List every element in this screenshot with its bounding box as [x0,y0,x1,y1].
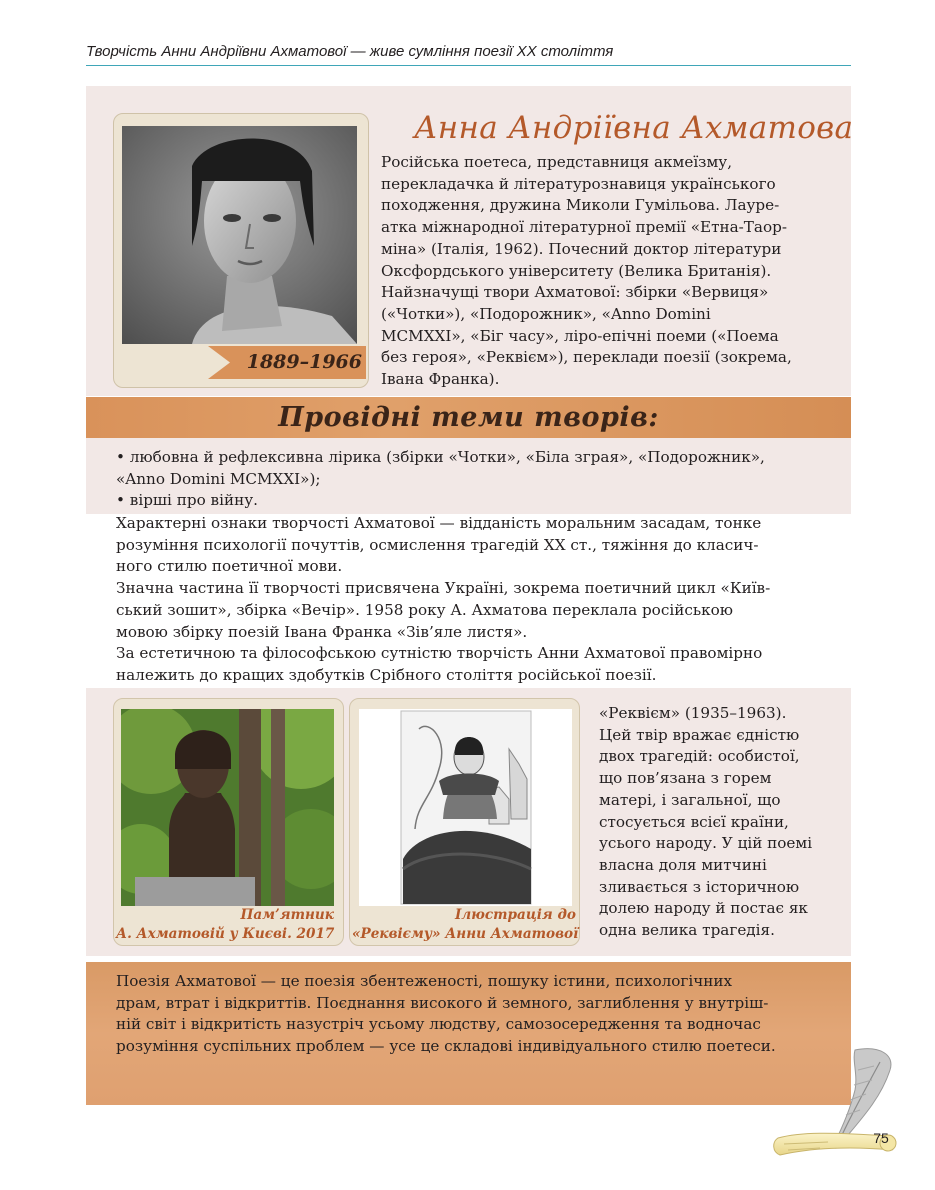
requiem-line: матері, і загальної, що [599,790,781,809]
summary-line: драм, втрат і відкриттів. Поєднання високого й земного, заглиблення у внутріш- [116,993,769,1012]
bio-line: Російська поетеса, представниця акмеїзму, [381,153,733,171]
main-line: Значна частина її творчості присвячена Україні, зокрема поетичний цикл «Київ- [116,579,771,598]
requiem-line: «Реквієм» (1935–1963). [599,704,787,722]
illustration-caption-line: Ілюстрація до [454,907,576,923]
summary-paragraph [116,971,836,1058]
requiem-line: зливається з історичною [599,877,800,896]
main-line: розуміння психології почуттів, осмислення трагедій ХХ ст., тяжіння до класич- [116,535,759,554]
theme-item: • любовна й рефлексивна лірика (збірки «Чотки», «Біла зграя», «Подорожник», [116,448,765,466]
requiem-line: Цей твір вражає єдністю [599,725,800,744]
main-line: ський зошит», збірка «Вечір». 1958 року А. Ахматова переклала російською [116,600,733,619]
theme-item: • вірші про війну. [116,491,258,509]
main-line: мовою збірку поезій Івана Франка «Зів’яле листя». [116,622,528,641]
themes-list [116,447,836,512]
illustration-caption-line: «Реквієму» Анни Ахматової [352,926,579,942]
bio-line: Івана Франка). [381,370,500,389]
theme-item-continued: «Anno Domini MCMXXI»); [116,469,321,488]
main-line: Характерні ознаки творчості Ахматової — відданість моральним засадам, тонке [116,514,762,532]
requiem-illustration [359,709,572,906]
requiem-line: долею народу й постає як [599,899,808,918]
header-rule [86,65,851,66]
monument-photo [121,709,334,906]
monument-caption-line: А. Ахматовій у Києві. 2017 [116,926,335,942]
monument-caption-line: Пам’ятник [240,907,334,923]
bio-line: MCMXXI», «Біг часу», ліро-епічні поеми («Поема [381,326,779,345]
summary-line: ній світ і відкритість назустріч усьому людству, самозосередження та водночас [116,1015,761,1034]
themes-heading: Провідні теми творів: [278,402,659,433]
quill-scroll-icon [770,1040,910,1170]
bio-line: Оксфордського університету (Велика Британія). [381,261,772,280]
page-number: 75 [873,1130,889,1146]
illustration-caption [352,906,579,944]
requiem-line: одна велика трагедія. [599,921,775,940]
requiem-line: що пов’язана з горем [599,769,772,788]
portrait-photo [122,126,357,344]
main-line: За естетичною та філософською сутністю творчість Анни Ахматової правомірно [116,644,763,663]
requiem-line: власна доля митчині [599,855,767,874]
summary-line: розуміння суспільних проблем — усе це складові індивідуального стилю поетеси. [116,1037,776,1056]
requiem-line: усього народу. У цій поемі [599,834,813,853]
bio-line: («Чотки»), «Подорожник», «Anno Domini [381,304,711,323]
summary-line: Поезія Ахматової — це поезія збентеженості, пошуку істини, психологічних [116,972,733,990]
requiem-line: стосується всієї країни, [599,812,789,831]
bio-line: атка міжнародної літературної премії «Етна-Таор- [381,218,787,237]
author-name-title: Анна Андріївна Ахматова [414,110,854,146]
main-line: належить до кращих здобутків Срібного століття російської поезії. [116,665,657,684]
main-paragraphs [116,513,836,687]
life-years: 1889–1966 [246,351,362,373]
running-title: Творчість Анни Андріївни Ахматової — живе сумління поезії ХХ століття [86,43,614,60]
bio-line: міна» (Італія, 1962). Почесний доктор літератури [381,239,782,258]
monument-caption [116,906,334,944]
bio-line: без героя», «Реквієм»), переклади поезії (зокрема, [381,348,792,367]
requiem-description [599,703,844,942]
bio-line: перекладачка й літературознавиця українського [381,174,776,193]
bio-line: Найзначущі твори Ахматової: збірки «Вервиця» [381,283,769,302]
bio-paragraph [381,152,841,391]
requiem-line: двох трагедій: особистої, [599,747,800,766]
bio-line: походження, дружина Миколи Гумільова. Лауре- [381,196,780,215]
main-line: ного стилю поетичної мови. [116,557,343,576]
